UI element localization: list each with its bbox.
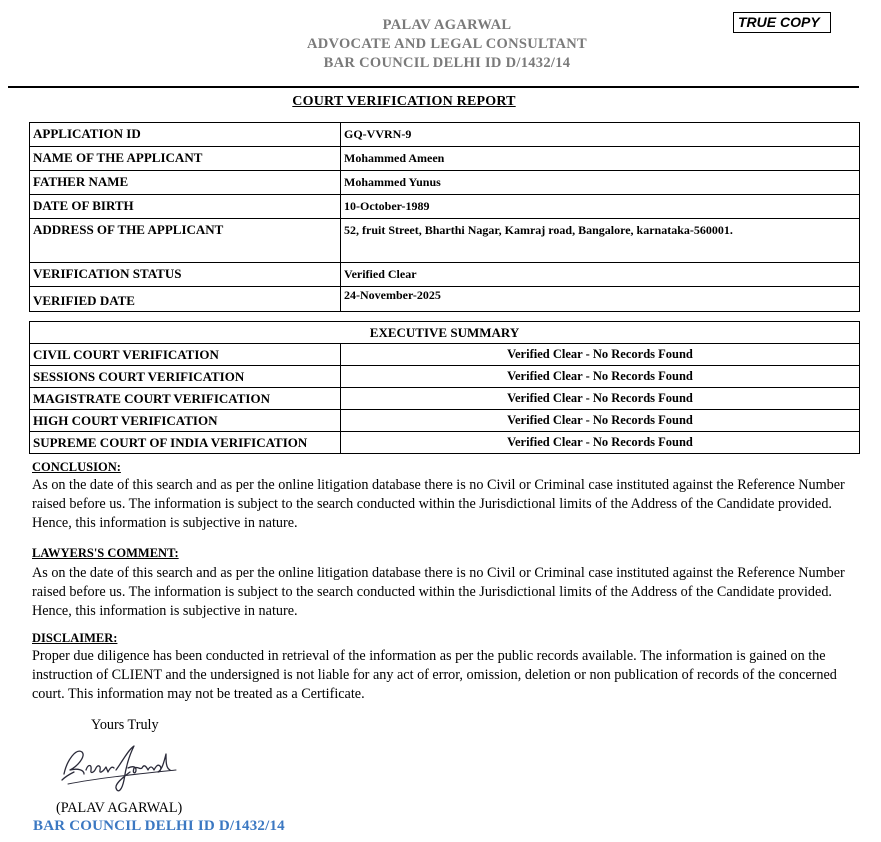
table-row xyxy=(30,219,860,263)
row-result: Verified Clear - No Records Found xyxy=(341,432,860,454)
table-row xyxy=(30,432,860,454)
table-row xyxy=(30,147,860,171)
executive-summary-title: EXECUTIVE SUMMARY xyxy=(30,322,860,344)
row-label: MAGISTRATE COURT VERIFICATION xyxy=(30,388,341,410)
table-row xyxy=(30,287,860,312)
row-label: VERIFIED DATE xyxy=(30,287,341,312)
row-label: HIGH COURT VERIFICATION xyxy=(30,410,341,432)
signature-icon xyxy=(58,740,183,803)
disclaimer-text: Proper due diligence has been conducted in retrieval of the information as per the public records available. The information is gained on the instruction of CLIENT and the undersigned is not liable for any act of error, omission, deletion or non publication of records of the concerned court. This information may not be treated as a Certificate. xyxy=(32,648,837,702)
table-row xyxy=(30,388,860,410)
row-value: Mohammed Yunus xyxy=(341,171,860,195)
signatory-bar-id: BAR COUNCIL DELHI ID D/1432/14 xyxy=(33,818,285,834)
table-row xyxy=(30,366,860,388)
advocate-bar-id: BAR COUNCIL DELHI ID D/1432/14 xyxy=(323,55,571,71)
row-label: DATE OF BIRTH xyxy=(30,195,341,219)
table-row xyxy=(30,195,860,219)
row-value: 52, fruit Street, Bharthi Nagar, Kamraj road, Bangalore, karnataka-560001. xyxy=(341,219,860,263)
report-title: COURT VERIFICATION REPORT xyxy=(292,94,516,109)
table-row xyxy=(30,344,860,366)
lawyers-comment-text: As on the date of this search and as per the online litigation database there is no Civil or Criminal case instituted against the Reference Number raised before us. The information is subject to the search conducted within the Jurisdictional limits of the Address of the Candidate provided. Hence, this information is subjective in nature. xyxy=(32,565,845,619)
row-value: 10-October-1989 xyxy=(341,195,860,219)
row-value: Verified Clear xyxy=(341,263,860,287)
disclaimer-title: DISCLAIMER: xyxy=(32,631,118,645)
table-row xyxy=(30,263,860,287)
advocate-name: PALAV AGARWAL xyxy=(382,17,512,33)
executive-summary-table xyxy=(29,321,860,454)
row-label: NAME OF THE APPLICANT xyxy=(30,147,341,171)
table-row xyxy=(30,171,860,195)
row-result: Verified Clear - No Records Found xyxy=(341,410,860,432)
row-label: SESSIONS COURT VERIFICATION xyxy=(30,366,341,388)
row-label: FATHER NAME xyxy=(30,171,341,195)
row-label: CIVIL COURT VERIFICATION xyxy=(30,344,341,366)
conclusion-text: As on the date of this search and as per the online litigation database there is no Civil or Criminal case instituted against the Reference Number raised before us. The information is subject to the search conducted within the Jurisdictional limits of the Address of the Candidate provided. Hence, this information is subjective in nature. xyxy=(32,477,845,531)
applicant-details-table xyxy=(29,122,860,312)
row-result: Verified Clear - No Records Found xyxy=(341,344,860,366)
signatory-name: (PALAV AGARWAL) xyxy=(56,800,183,816)
row-label: VERIFICATION STATUS xyxy=(30,263,341,287)
lawyers-comment-title: LAWYERS'S COMMENT: xyxy=(32,546,179,560)
table-row xyxy=(30,322,860,344)
row-label: SUPREME COURT OF INDIA VERIFICATION xyxy=(30,432,341,454)
row-value: GQ-VVRN-9 xyxy=(341,123,860,147)
true-copy-stamp: TRUE COPY xyxy=(733,12,831,33)
row-value: Mohammed Ameen xyxy=(341,147,860,171)
row-value: 24-November-2025 xyxy=(341,287,860,312)
row-result: Verified Clear - No Records Found xyxy=(341,366,860,388)
conclusion-title: CONCLUSION: xyxy=(32,460,121,474)
row-result: Verified Clear - No Records Found xyxy=(341,388,860,410)
row-label: ADDRESS OF THE APPLICANT xyxy=(30,219,341,263)
advocate-designation: ADVOCATE AND LEGAL CONSULTANT xyxy=(306,36,588,52)
row-label: APPLICATION ID xyxy=(30,123,341,147)
table-row xyxy=(30,123,860,147)
header-divider xyxy=(8,86,859,88)
table-row xyxy=(30,410,860,432)
closing-salutation: Yours Truly xyxy=(91,717,159,733)
